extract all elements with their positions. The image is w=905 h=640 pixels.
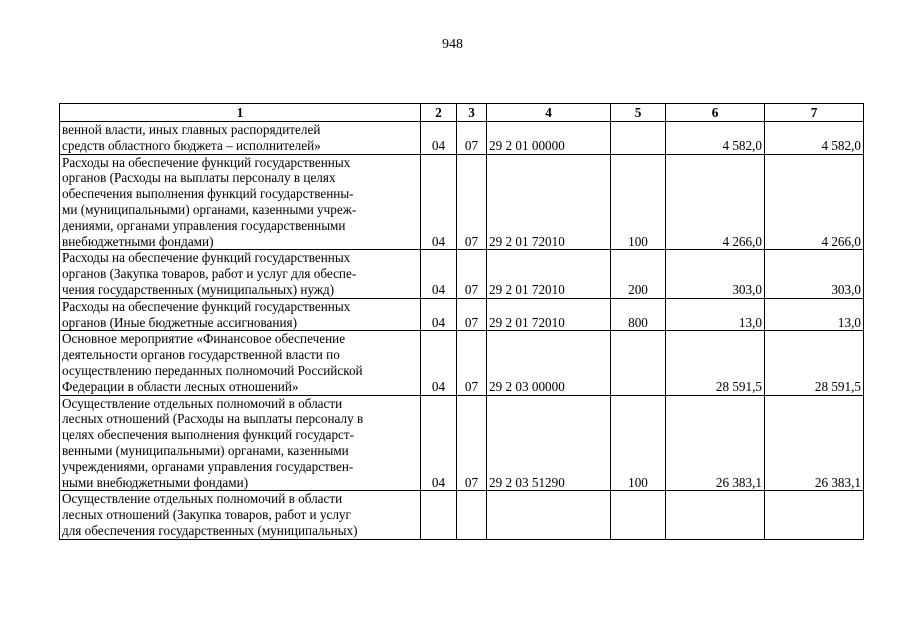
row-description bbox=[60, 154, 421, 250]
table-row bbox=[60, 298, 864, 331]
cell-section: 04 bbox=[421, 154, 457, 250]
cell-section: 04 bbox=[421, 331, 457, 395]
description-line: деятельности органов государственной власти по bbox=[62, 347, 340, 363]
table-row bbox=[60, 122, 864, 155]
cell-target-code: 29 2 01 72010 bbox=[487, 298, 611, 331]
description-line: целях обеспечения выполнения функций государст- bbox=[62, 427, 355, 443]
cell-amount-2: 303,0 bbox=[765, 250, 864, 298]
cell-expense-type: 100 bbox=[611, 395, 666, 491]
cell-section: 04 bbox=[421, 250, 457, 298]
cell-target-code: 29 2 03 51290 bbox=[487, 395, 611, 491]
description-line: Основное мероприятие «Финансовое обеспечение bbox=[62, 331, 346, 347]
cell-amount-1: 26 383,1 bbox=[666, 395, 765, 491]
cell-expense-type: 200 bbox=[611, 250, 666, 298]
description-line: осуществлению переданных полномочий Российской bbox=[62, 362, 363, 378]
table-row bbox=[60, 395, 864, 491]
cell-subsection: 07 bbox=[457, 395, 487, 491]
cell-target-code: 29 2 01 72010 bbox=[487, 154, 611, 250]
page-number: 948 bbox=[442, 37, 463, 52]
cell-section: 04 bbox=[421, 122, 457, 155]
description-line: лесных отношений (Расходы на выплаты персоналу в bbox=[62, 411, 364, 427]
description-line: венной власти, иных главных распорядителей bbox=[62, 122, 321, 137]
header-col-5: 5 bbox=[611, 104, 666, 122]
header-col-4: 4 bbox=[487, 104, 611, 122]
description-line: внебюджетными фондами) bbox=[62, 233, 214, 249]
cell-amount-2: 4 582,0 bbox=[765, 122, 864, 155]
cell-target-code bbox=[487, 491, 611, 539]
description-line: органов (Расходы на выплаты персоналу в целях bbox=[62, 170, 336, 186]
cell-amount-2: 13,0 bbox=[765, 298, 864, 331]
description-line: ными внебюджетными фондами) bbox=[62, 474, 249, 490]
row-description bbox=[60, 122, 421, 155]
header-col-7: 7 bbox=[765, 104, 864, 122]
cell-subsection: 07 bbox=[457, 154, 487, 250]
cell-target-code: 29 2 01 00000 bbox=[487, 122, 611, 155]
cell-expense-type: 800 bbox=[611, 298, 666, 331]
description-line: органов (Иные бюджетные ассигнования) bbox=[62, 314, 297, 330]
cell-expense-type bbox=[611, 122, 666, 155]
table-row bbox=[60, 154, 864, 250]
description-line: Осуществление отдельных полномочий в области bbox=[62, 395, 343, 411]
row-description bbox=[60, 331, 421, 395]
cell-subsection: 07 bbox=[457, 331, 487, 395]
row-description bbox=[60, 491, 421, 539]
cell-expense-type bbox=[611, 491, 666, 539]
cell-amount-1 bbox=[666, 491, 765, 539]
cell-section: 04 bbox=[421, 395, 457, 491]
row-description bbox=[60, 395, 421, 491]
table-header-row bbox=[60, 104, 864, 122]
description-line: для обеспечения государственных (муниципальных) bbox=[62, 522, 358, 538]
header-col-2: 2 bbox=[421, 104, 457, 122]
budget-table bbox=[59, 103, 864, 540]
row-description bbox=[60, 298, 421, 331]
cell-section bbox=[421, 491, 457, 539]
description-line: венными (муниципальными) органами, казенными bbox=[62, 442, 349, 458]
cell-amount-1: 4 266,0 bbox=[666, 154, 765, 250]
cell-expense-type bbox=[611, 331, 666, 395]
description-line: ми (муниципальными) органами, казенными учреж- bbox=[62, 201, 357, 217]
description-line: лесных отношений (Закупка товаров, работ и услуг bbox=[62, 507, 351, 523]
cell-subsection: 07 bbox=[457, 298, 487, 331]
table-row bbox=[60, 250, 864, 298]
header-col-6: 6 bbox=[666, 104, 765, 122]
cell-expense-type: 100 bbox=[611, 154, 666, 250]
description-line: органов (Закупка товаров, работ и услуг для обеспе- bbox=[62, 266, 357, 282]
cell-amount-2: 26 383,1 bbox=[765, 395, 864, 491]
header-col-1: 1 bbox=[60, 104, 421, 122]
description-line: дениями, органами управления государственными bbox=[62, 217, 346, 233]
header-col-3: 3 bbox=[457, 104, 487, 122]
cell-subsection bbox=[457, 491, 487, 539]
cell-amount-1: 303,0 bbox=[666, 250, 765, 298]
cell-amount-1: 13,0 bbox=[666, 298, 765, 331]
description-line: чения государственных (муниципальных) нужд) bbox=[62, 281, 335, 297]
description-line: Федерации в области лесных отношений» bbox=[62, 378, 299, 394]
cell-section: 04 bbox=[421, 298, 457, 331]
cell-amount-2: 28 591,5 bbox=[765, 331, 864, 395]
cell-target-code: 29 2 03 00000 bbox=[487, 331, 611, 395]
cell-amount-1: 4 582,0 bbox=[666, 122, 765, 155]
cell-amount-1: 28 591,5 bbox=[666, 331, 765, 395]
table-row bbox=[60, 491, 864, 539]
description-line: учреждениями, органами управления государствен- bbox=[62, 458, 354, 474]
description-line: Расходы на обеспечение функций государственных bbox=[62, 154, 351, 170]
cell-subsection: 07 bbox=[457, 250, 487, 298]
description-line: обеспечения выполнения функций государственны- bbox=[62, 186, 354, 202]
cell-target-code: 29 2 01 72010 bbox=[487, 250, 611, 298]
cell-subsection: 07 bbox=[457, 122, 487, 155]
description-line: Расходы на обеспечение функций государственных bbox=[62, 298, 351, 314]
cell-amount-2: 4 266,0 bbox=[765, 154, 864, 250]
description-line: Расходы на обеспечение функций государственных bbox=[62, 250, 351, 266]
cell-amount-2 bbox=[765, 491, 864, 539]
description-line: Осуществление отдельных полномочий в области bbox=[62, 491, 343, 507]
description-line: средств областного бюджета – исполнителей» bbox=[62, 137, 321, 153]
table-row bbox=[60, 331, 864, 395]
row-description bbox=[60, 250, 421, 298]
